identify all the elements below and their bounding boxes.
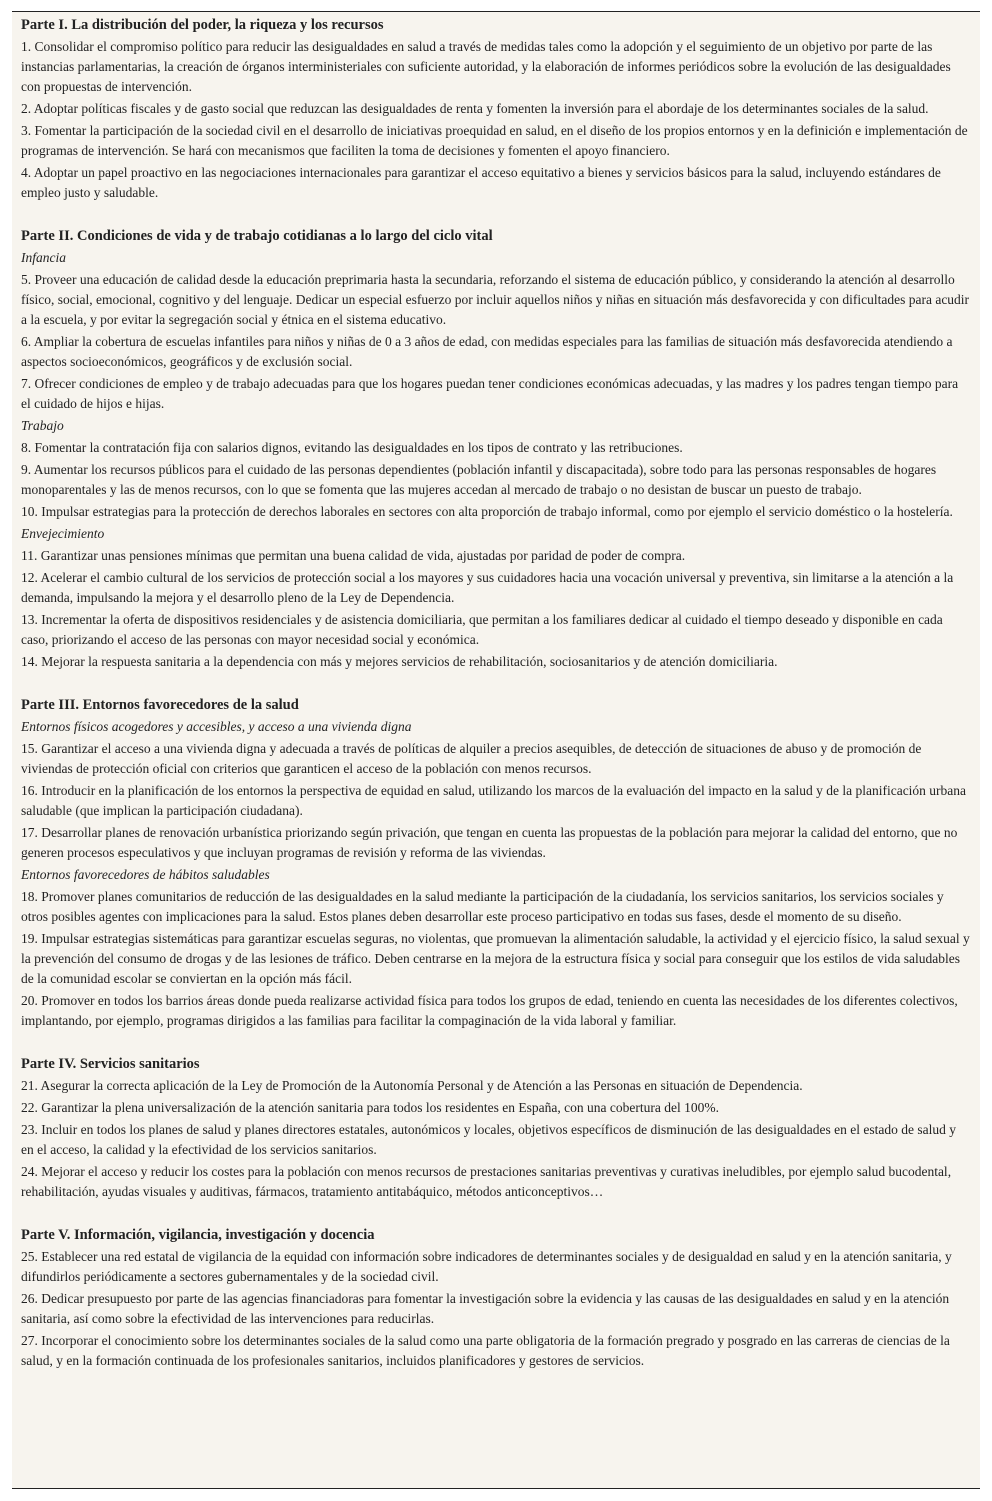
recommendations-table bbox=[12, 11, 980, 1489]
recommendation-item: 3. Fomentar la participación de la sociedad civil en el desarrollo de iniciativas proequidad en salud, en el diseño de los propios entornos y en la definición e implementación de programas de intervención. Se hará con mecanismos que faciliten la toma de decisiones y fomenten el apoyo financiero. bbox=[21, 123, 968, 158]
recommendation-item: 5. Proveer una educación de calidad desde la educación preprimaria hasta la secundaria, reforzando el sistema de educación público, y considerando la atención al desarrollo físico, social, emocional, cognitivo y del lenguaje. Dedicar un especial esfuerzo por incluir aquellos niños y niñas en situación más desfavorecida y con dificultades para acudir a la escuela, y por evitar la segregación social y étnica en el sistema educativo. bbox=[21, 272, 970, 327]
recommendation-item: 14. Mejorar la respuesta sanitaria a la dependencia con más y mejores servicios de rehabilitación, sociosanitarios y de atención domiciliaria. bbox=[21, 654, 778, 669]
subsection-heading: Entornos favorecedores de hábitos saludables bbox=[21, 867, 270, 882]
subsection-heading: Infancia bbox=[21, 250, 66, 265]
recommendation-item: 20. Promover en todos los barrios áreas donde pueda realizarse actividad física para todos los grupos de edad, teniendo en cuenta las necesidades de los diferentes colectivos, implantando, por ejemplo, programas dirigidos a las familias para facilitar la compaginación de la vida laboral y familiar. bbox=[21, 993, 958, 1028]
section-title: Parte II. Condiciones de vida y de trabajo cotidianas a lo largo del ciclo vital bbox=[21, 228, 493, 244]
recommendation-item: 6. Ampliar la cobertura de escuelas infantiles para niños y niñas de 0 a 3 años de edad, con medidas especiales para las familias de situación más desfavorecida atendiendo a aspectos socioeconómicos, geográficos y de exclusión social. bbox=[21, 334, 953, 369]
subsection-heading: Envejecimiento bbox=[21, 526, 105, 541]
recommendation-item: 24. Mejorar el acceso y reducir los costes para la población con menos recursos de prestaciones sanitarias preventivas y curativas ineludibles, por ejemplo salud bucodental, rehabilitación, ayudas visuales y auditivas, fármacos, tratamiento antitabáquico, métodos anticonceptivos… bbox=[21, 1164, 952, 1199]
section-part-5 bbox=[21, 1225, 971, 1371]
recommendation-item: 11. Garantizar unas pensiones mínimas que permitan una buena calidad de vida, ajustadas por paridad de poder de compra. bbox=[21, 548, 686, 563]
recommendation-item: 22. Garantizar la plena universalización de la atención sanitaria para todos los residentes en España, con una cobertura del 100%. bbox=[21, 1100, 719, 1115]
recommendation-item: 23. Incluir en todos los planes de salud y planes directores estatales, autonómicos y locales, objetivos específicos de disminución de las desigualdades en el estado de salud y en el acceso, la calidad y la efectividad de los servicios sanitarios. bbox=[21, 1122, 957, 1157]
section-part-3 bbox=[21, 695, 971, 1031]
recommendation-item: 10. Impulsar estrategias para la protección de derechos laborales en sectores con alta proporción de trabajo informal, como por ejemplo el servicio doméstico o la hostelería. bbox=[21, 504, 953, 519]
recommendation-item: 13. Incrementar la oferta de dispositivos residenciales y de asistencia domiciliaria, que permitan a los familiares dedicar al cuidado el tiempo deseado y disponible en cada caso, priorizando el acceso de las personas con mayor necesidad social y económica. bbox=[21, 612, 943, 647]
section-title: Parte III. Entornos favorecedores de la salud bbox=[21, 697, 299, 713]
recommendation-item: 7. Ofrecer condiciones de empleo y de trabajo adecuadas para que los hogares puedan tener condiciones económicas adecuadas, y las madres y los padres tengan tiempo para el cuidado de hijos e hijas. bbox=[21, 376, 959, 411]
subsection-heading: Trabajo bbox=[21, 418, 64, 433]
recommendation-item: 1. Consolidar el compromiso político para reducir las desigualdades en salud a través de medidas tales como la adopción y el seguimiento de un objetivo por parte de las instancias parlamentarias, la creación de órganos interministeriales con suficiente autoridad, y la elaboración de informes periódicos sobre la evolución de las desigualdades con propuestas de intervención. bbox=[21, 39, 951, 94]
recommendation-item: 25. Establecer una red estatal de vigilancia de la equidad con información sobre indicadores de determinantes sociales y de desigualdad en salud y en la atención sanitaria, y difundirlos periódicamente a sectores gubernamentales y de la sociedad civil. bbox=[21, 1249, 952, 1284]
section-part-2 bbox=[21, 226, 971, 672]
section-title: Parte V. Información, vigilancia, investigación y docencia bbox=[21, 1227, 375, 1243]
recommendation-item: 15. Garantizar el acceso a una vivienda digna y adecuada a través de políticas de alquiler a precios asequibles, de detección de situaciones de abuso y de promoción de viviendas de protección oficial con criterios que garanticen el acceso de la población con menos recursos. bbox=[21, 741, 922, 776]
recommendation-item: 8. Fomentar la contratación fija con salarios dignos, evitando las desigualdades en los tipos de contrato y las retribuciones. bbox=[21, 440, 683, 455]
recommendation-item: 27. Incorporar el conocimiento sobre los determinantes sociales de la salud como una parte obligatoria de la formación pregrado y posgrado en las carreras de ciencias de la salud, y en la formación continuada de los profesionales sanitarios, incluidos planificadores y gestores de servicios. bbox=[21, 1333, 950, 1368]
section-title: Parte IV. Servicios sanitarios bbox=[21, 1056, 200, 1072]
recommendation-item: 21. Asegurar la correcta aplicación de la Ley de Promoción de la Autonomía Personal y de Atención a las Personas en situación de Dependencia. bbox=[21, 1078, 803, 1093]
recommendation-item: 19. Impulsar estrategias sistemáticas para garantizar escuelas seguras, no violentas, que promuevan la alimentación saludable, la actividad y el ejercicio físico, la salud sexual y la prevención del consumo de drogas y de las lesiones de tráfico. Deben centrarse en la mejora de la estructura física y social para conseguir que los estilos de vida saludables de la comunidad escolar se conviertan en la opción más fácil. bbox=[21, 931, 970, 986]
recommendation-item: 17. Desarrollar planes de renovación urbanística priorizando según privación, que tengan en cuenta las propuestas de la población para mejorar la calidad del entorno, que no generen procesos especulativos y que incluyan programas de revisión y reforma de las viviendas. bbox=[21, 825, 958, 860]
recommendation-item: 2. Adoptar políticas fiscales y de gasto social que reduzcan las desigualdades de renta y fomenten la inversión para el abordaje de los determinantes sociales de la salud. bbox=[21, 101, 929, 116]
recommendation-item: 16. Introducir en la planificación de los entornos la perspectiva de equidad en salud, utilizando los marcos de la evaluación del impacto en la salud y de la planificación urbana saludable (que implican la participación ciudadana). bbox=[21, 783, 967, 818]
recommendation-item: 9. Aumentar los recursos públicos para el cuidado de las personas dependientes (población infantil y discapacitada), sobre todo para las personas responsables de hogares monoparentales y las de menos recursos, con lo que se fomenta que las mujeres accedan al mercado de trabajo o no desistan de buscar un puesto de trabajo. bbox=[21, 462, 937, 497]
subsection-heading: Entornos físicos acogedores y accesibles, y acceso a una vivienda digna bbox=[21, 719, 412, 734]
section-title: Parte I. La distribución del poder, la riqueza y los recursos bbox=[21, 17, 384, 33]
recommendation-item: 18. Promover planes comunitarios de reducción de las desigualdades en la salud mediante la participación de la ciudadanía, los servicios sanitarios, los servicios sociales y otros posibles agentes con implicaciones para la salud. Estos planes deben desarrollar este proceso participativo en todas sus fases, desde el momento de su diseño. bbox=[21, 889, 944, 924]
recommendation-item: 12. Acelerar el cambio cultural de los servicios de protección social a los mayores y sus cuidadores hacia una vocación universal y preventiva, sin limitarse a la atención a la demanda, impulsando la mejora y el desarrollo pleno de la Ley de Dependencia. bbox=[21, 570, 954, 605]
recommendation-item: 26. Dedicar presupuesto por parte de las agencias financiadoras para fomentar la investigación sobre la evidencia y las causas de las desigualdades en salud y en la atención sanitaria, así como sobre la efectividad de las intervenciones para reducirlas. bbox=[21, 1291, 950, 1326]
section-part-4 bbox=[21, 1054, 971, 1202]
section-part-1 bbox=[21, 15, 971, 203]
recommendation-item: 4. Adoptar un papel proactivo en las negociaciones internacionales para garantizar el acceso equitativo a bienes y servicios básicos para la salud, incluyendo estándares de empleo justo y saludable. bbox=[21, 165, 941, 200]
